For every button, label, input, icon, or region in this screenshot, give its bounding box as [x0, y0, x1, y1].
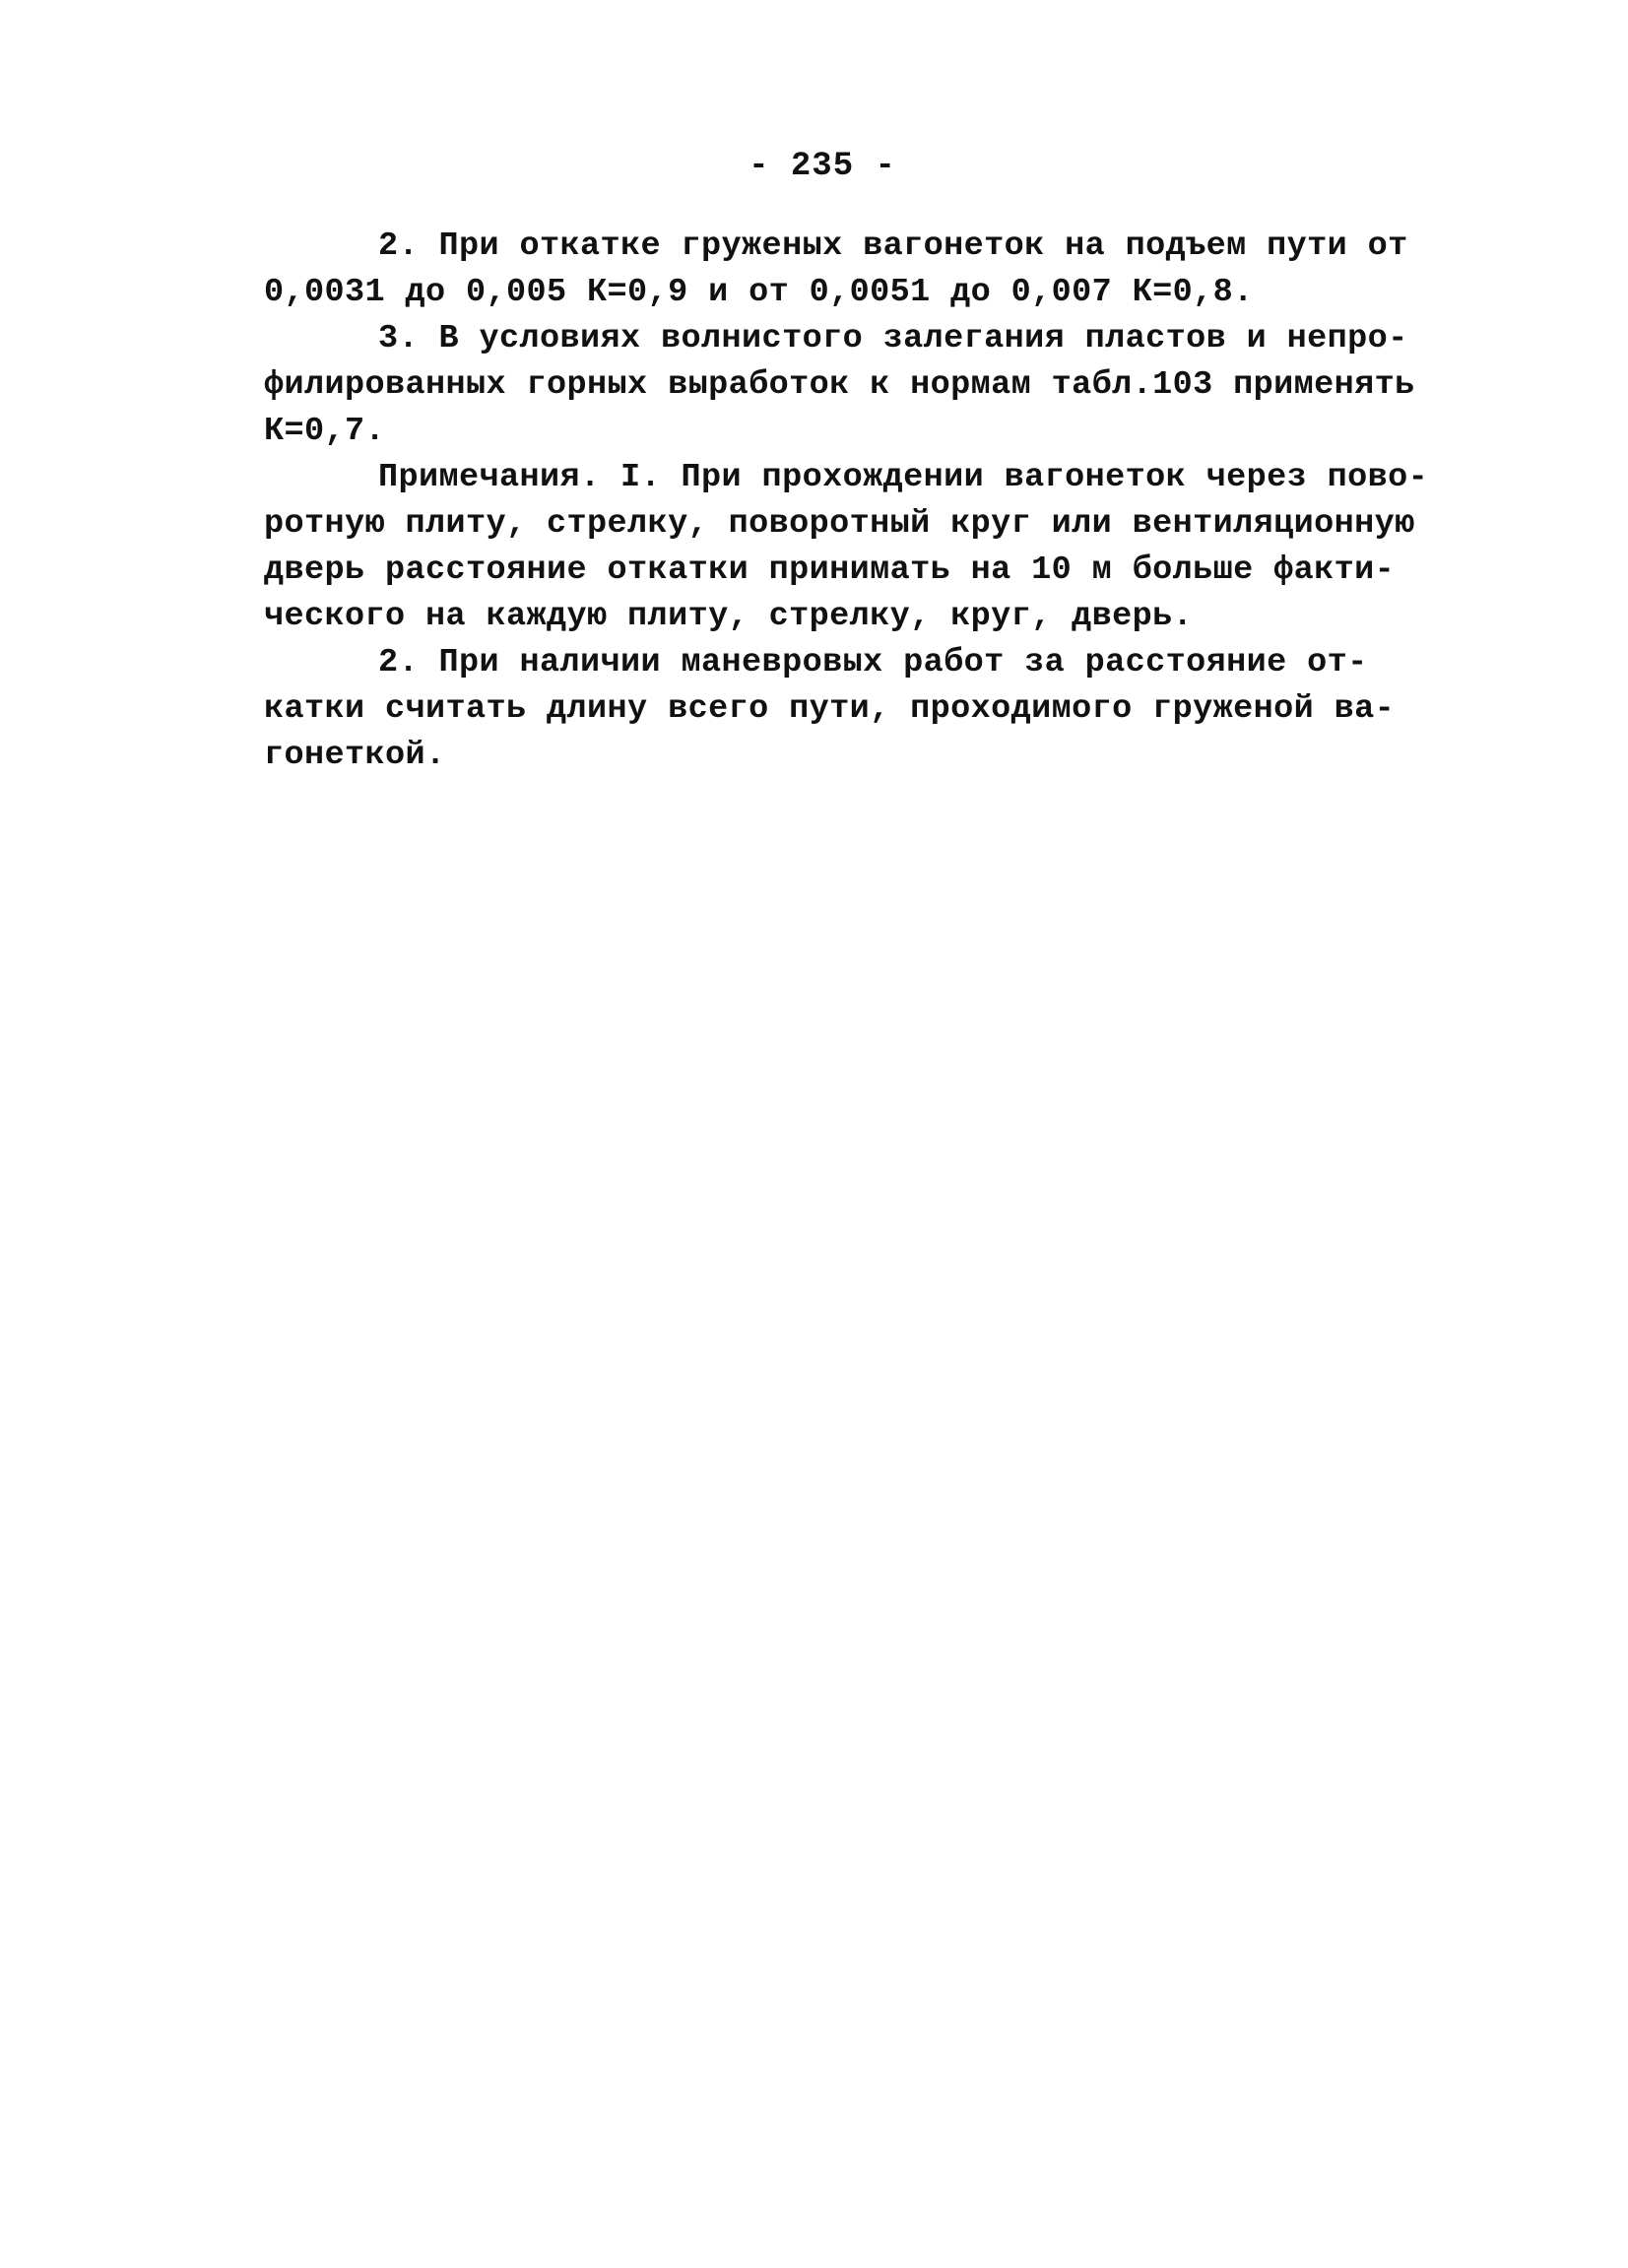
paragraph-4-line-3: гонеткой.: [264, 737, 446, 774]
paragraph-3-line-2: ротную плиту, стрелку, поворотный круг или вентиляционную: [264, 505, 1415, 543]
paragraph-3-line-4: ческого на каждую плиту, стрелку, круг, дверь.: [264, 598, 1194, 635]
paragraph-1-line-1: 2. При откатке груженых вагонеток на подъем пути от: [378, 227, 1408, 265]
paragraph-1-line-2: 0,0031 до 0,005 К=0,9 и от 0,0051 до 0,007 К=0,8.: [264, 274, 1254, 311]
paragraph-2-line-3: К=0,7.: [264, 413, 386, 450]
page-number: - 235 -: [749, 148, 896, 185]
paragraph-4-line-1: 2. При наличии маневровых работ за расстояние от-: [378, 644, 1368, 681]
paragraph-2-line-1: 3. В условиях волнистого залегания пластов и непро-: [378, 320, 1408, 357]
paragraph-3-line-3: дверь расстояние откатки принимать на 10 м больше факти-: [264, 551, 1396, 589]
paragraph-2-line-2: филированных горных выработок к нормам табл.103 применять: [264, 366, 1415, 404]
paragraph-4-line-2: катки считать длину всего пути, проходимого груженой ва-: [264, 690, 1396, 728]
paragraph-3-line-1: Примечания. I. При прохождении вагонеток через пово-: [378, 459, 1429, 496]
